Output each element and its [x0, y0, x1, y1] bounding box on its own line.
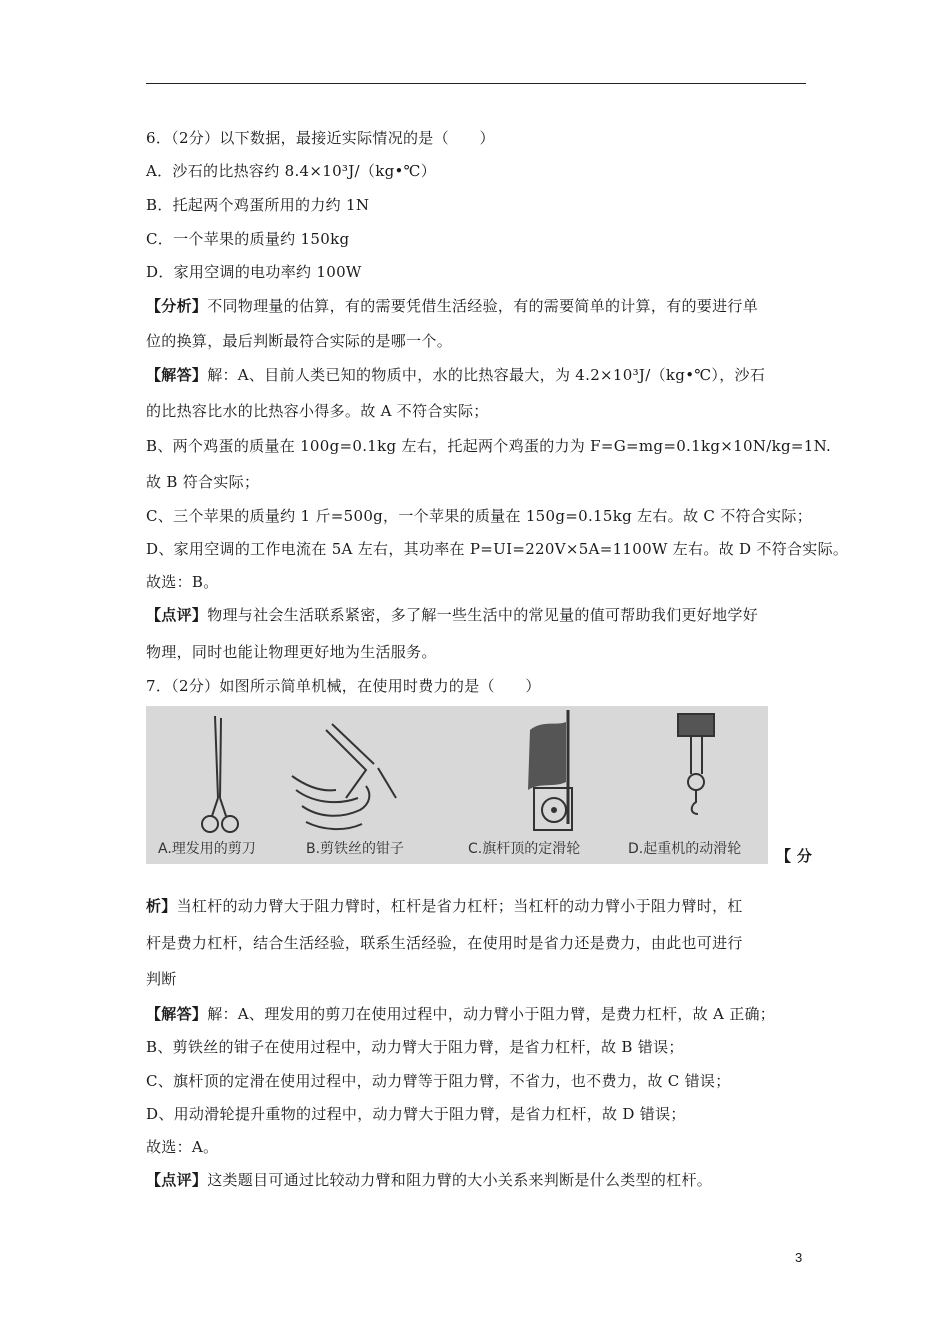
header-rule: [146, 83, 806, 84]
q6-answer-line-1: [146, 365, 765, 385]
pliers-illustration: [292, 724, 396, 829]
q6-comment-tag: 【点评】: [146, 606, 208, 624]
q6-answer-line-6: D、家用空调的工作电流在 5A 左右，其功率在 P=UI=220V×5A=1100W 左右。故 D 不符合实际。: [146, 540, 849, 558]
q7-comment-line-1: [146, 1170, 712, 1190]
q7-answer-line-4: D、用动滑轮提升重物的过程中，动力臂大于阻力臂，是省力杠杆，故 D 错误；: [146, 1105, 686, 1123]
q7-answer-line-1: [146, 1004, 775, 1024]
q7-caption-a: A.理发用的剪刀: [158, 841, 256, 857]
q6-answer-text-1: 解：A、目前人类已知的物质中，水的比热容最大，为 4.2×10³J/（kg•℃），沙石: [207, 366, 766, 384]
q6-option-b: B．托起两个鸡蛋所用的力约 1N: [146, 196, 370, 214]
q7-machines-figure: [146, 706, 768, 864]
q7-analysis-line-2: 杆是费力杠杆，结合生活经验，联系生活经验，在使用时是省力还是费力，由此也可进行: [146, 934, 743, 952]
q7-answer-line-3: C、旗杆顶的定滑在使用过程中，动力臂等于阻力臂，不省力，也不费力，故 C 错误；: [146, 1072, 731, 1090]
q7-caption-d: D.起重机的动滑轮: [628, 841, 742, 857]
q7-analysis-line-3: 判断: [146, 970, 177, 988]
q7-comment-tag: 【点评】: [146, 1171, 208, 1189]
crane-pulley-illustration: [678, 714, 714, 814]
q6-answer-line-3: B、两个鸡蛋的质量在 100g=0.1kg 左右，托起两个鸡蛋的力为 F=G=mg=0.1kg×10N/kg=1N.: [146, 437, 832, 455]
q7-analysis-tag-part-2: 析】: [146, 897, 177, 915]
q6-comment-line-1: [146, 605, 758, 625]
q6-analysis-line-2: 位的换算，最后判断最符合实际的是哪一个。: [146, 332, 453, 350]
q7-answer-line-2: B、剪铁丝的钳子在使用过程中，动力臂大于阻力臂，是省力杠杆，故 B 错误；: [146, 1038, 684, 1056]
q7-analysis-text-1: 当杠杆的动力臂大于阻力臂时，杠杆是省力杠杆；当杠杆的动力臂小于阻力臂时，杠: [176, 897, 743, 915]
q7-answer-tag: 【解答】: [146, 1005, 208, 1023]
q6-option-a: A．沙石的比热容约 8.4×10³J/（kg•℃）: [146, 162, 437, 180]
q7-comment-text-1: 这类题目可通过比较动力臂和阻力臂的大小关系来判断是什么类型的杠杆。: [207, 1171, 713, 1189]
q6-analysis-line-1: [146, 296, 758, 316]
q6-comment-text-1: 物理与社会生活联系紧密，多了解一些生活中的常见量的值可帮助我们更好地学好: [207, 606, 759, 624]
q7-answer-text-1: 解：A、理发用的剪刀在使用过程中，动力臂小于阻力臂，是费力杠杆，故 A 正确；: [207, 1005, 776, 1023]
q6-option-c: C．一个苹果的质量约 150kg: [146, 230, 350, 248]
flag-pulley-illustration: [528, 710, 572, 830]
q7-stem: 7．（2分）如图所示简单机械，在使用时费力的是（ ）: [146, 677, 541, 695]
q6-stem: 6．（2分）以下数据，最接近实际情况的是（ ）: [146, 129, 495, 147]
q6-analysis-tag: 【分析】: [146, 297, 208, 315]
q6-answer-line-4: 故 B 符合实际；: [146, 473, 260, 491]
q6-answer-line-5: C、三个苹果的质量约 1 斤=500g，一个苹果的质量在 150g=0.15kg 左右。故 C 不符合实际；: [146, 507, 812, 525]
q7-analysis-line-1: [146, 896, 743, 916]
scissors-illustration: [202, 716, 238, 832]
q6-comment-line-2: 物理，同时也能让物理更好地为生活服务。: [146, 643, 437, 661]
page-number: 3: [795, 1250, 803, 1265]
q7-caption-b: B.剪铁丝的钳子: [306, 841, 405, 857]
q7-answer-line-5: 故选：A。: [146, 1138, 219, 1156]
q6-answer-tag: 【解答】: [146, 366, 208, 384]
q7-analysis-tag-part-1: 【 分: [776, 847, 813, 865]
q6-answer-line-2: 的比热容比水的比热容小得多。故 A 不符合实际；: [146, 402, 489, 420]
q7-caption-c: C.旗杆顶的定滑轮: [468, 841, 581, 857]
q6-option-d: D．家用空调的电功率约 100W: [146, 263, 362, 281]
q6-analysis-text-1: 不同物理量的估算，有的需要凭借生活经验，有的需要简单的计算，有的要进行单: [207, 297, 759, 315]
q6-answer-line-7: 故选：B。: [146, 573, 219, 591]
